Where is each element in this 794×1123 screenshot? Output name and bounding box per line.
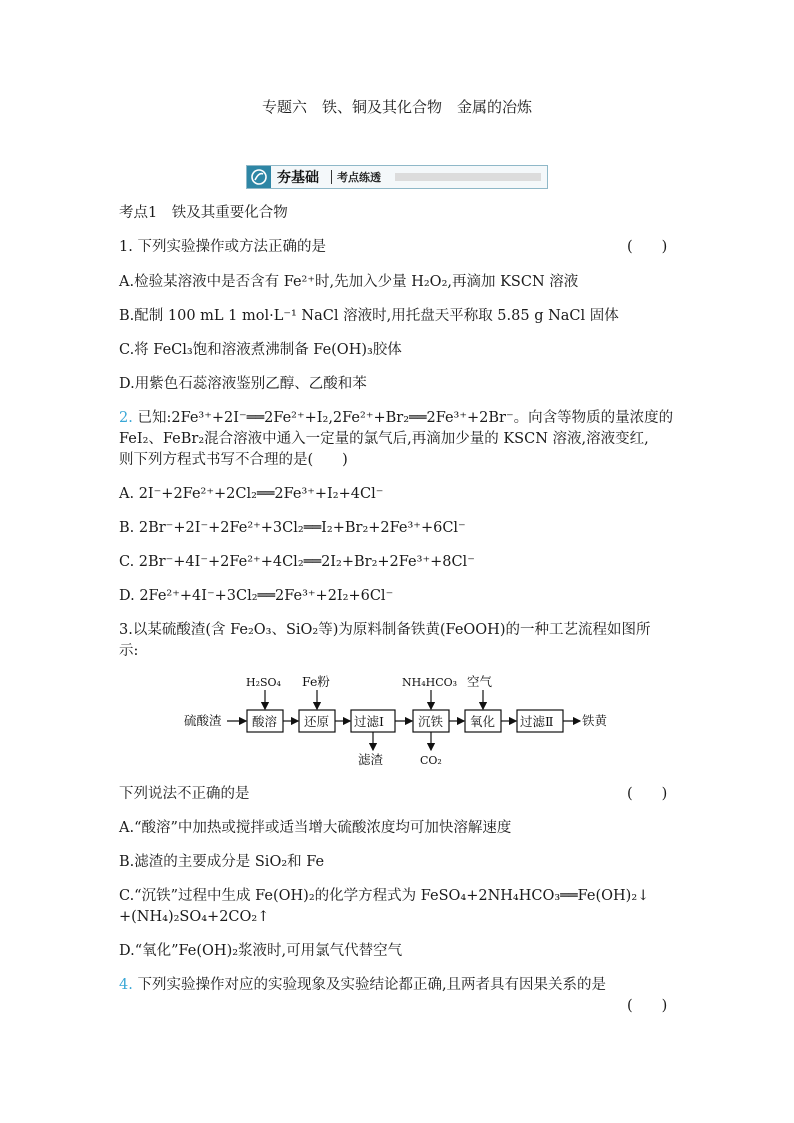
q3-line2: 示:: [119, 643, 139, 659]
banner-sub-label: 考点练透: [337, 171, 381, 184]
section-heading: 考点1 铁及其重要化合物: [119, 205, 288, 221]
flow-input-fe-powder: Fe粉: [302, 674, 330, 689]
flow-input-nh4hco3: NH₄HCO₃: [402, 676, 458, 689]
q2-option-d: D. 2Fe²⁺+4I⁻+3Cl₂══2Fe³⁺+2I₂+6Cl⁻: [119, 588, 394, 604]
q2-number: 2.: [119, 410, 133, 426]
flow-step-1: 酸溶: [252, 714, 278, 729]
flow-output-co2: CO₂: [420, 754, 442, 767]
q2-line3: 则下列方程式书写不合理的是( ): [119, 452, 348, 468]
q1-option-d: D.用紫色石蕊溶液鉴别乙醇、乙酸和苯: [119, 376, 367, 392]
flow-input-air: 空气: [467, 674, 493, 689]
q1-option-c: C.将 FeCl₃饱和溶液煮沸制备 Fe(OH)₃胶体: [119, 342, 402, 358]
leaf-icon: [247, 166, 271, 188]
q3-option-b: B.滤渣的主要成分是 SiO₂和 Fe: [119, 854, 325, 870]
q3-answer-bracket: ( ): [627, 786, 668, 802]
flow-step-6: 过滤Ⅱ: [520, 714, 554, 729]
q3-option-c-line1: C.“沉铁”过程中生成 Fe(OH)₂的化学方程式为 FeSO₄+2NH₄HCO₃══Fe(OH)₂↓: [119, 888, 650, 904]
process-flow-diagram: [180, 672, 620, 772]
q3-stem: 下列说法不正确的是: [119, 786, 250, 802]
flow-end-label: 铁黄: [582, 713, 608, 728]
q2-line1-text: 已知:2Fe³⁺+2I⁻══2Fe²⁺+I₂,2Fe²⁺+Br₂══2Fe³⁺+2Br⁻。向含等物质的量浓度的: [137, 410, 674, 426]
flow-input-h2so4: H₂SO₄: [246, 676, 281, 689]
q1-stem: 1. 下列实验操作或方法正确的是: [119, 239, 326, 255]
flow-start-label: 硫酸渣: [184, 713, 222, 728]
q2-line2: FeI₂、FeBr₂混合溶液中通入一定量的氯气后,再滴加少量的 KSCN 溶液,溶液变红,: [119, 431, 649, 447]
q4-answer-bracket: ( ): [627, 998, 668, 1014]
q3-line1: 3.以某硫酸渣(含 Fe₂O₃、SiO₂等)为原料制备铁黄(FeOOH)的一种工艺流程如图所: [119, 622, 651, 638]
q4-number: 4.: [119, 977, 133, 993]
q1-option-a: A.检验某溶液中是否含有 Fe²⁺时,先加入少量 H₂O₂,再滴加 KSCN 溶液: [119, 274, 579, 290]
q1-option-b: B.配制 100 mL 1 mol·L⁻¹ NaCl 溶液时,用托盘天平称取 5.85 g NaCl 固体: [119, 308, 619, 324]
q4-line1: [119, 975, 606, 995]
page-title: 专题六 铁、铜及其化合物 金属的冶炼: [261, 98, 532, 116]
q2-option-b: B. 2Br⁻+2I⁻+2Fe²⁺+3Cl₂══I₂+Br₂+2Fe³⁺+6Cl⁻: [119, 520, 466, 536]
q2-option-a: A. 2I⁻+2Fe²⁺+2Cl₂══2Fe³⁺+I₂+4Cl⁻: [119, 486, 384, 502]
flow-output-residue: 滤渣: [358, 752, 384, 767]
q1-answer-bracket: ( ): [627, 239, 668, 255]
q3-option-c-line2: +(NH₄)₂SO₄+2CO₂↑: [119, 909, 270, 925]
q3-option-d: D.“氧化”Fe(OH)₂浆液时,可用氯气代替空气: [119, 943, 403, 959]
flow-step-5: 氧化: [470, 714, 496, 729]
q2-line1: [119, 408, 673, 428]
section-banner: [246, 165, 548, 189]
flow-step-4: 沉铁: [418, 714, 444, 729]
q3-option-a: A.“酸溶”中加热或搅拌或适当增大硫酸浓度均可加快溶解速度: [119, 820, 512, 836]
flow-step-3: 过滤Ⅰ: [354, 714, 384, 729]
q4-stem: 下列实验操作对应的实验现象及实验结论都正确,且两者具有因果关系的是: [137, 977, 607, 993]
flow-step-2: 还原: [304, 714, 330, 729]
banner-divider: [331, 170, 332, 184]
q2-option-c: C. 2Br⁻+4I⁻+2Fe²⁺+4Cl₂══2I₂+Br₂+2Fe³⁺+8Cl⁻: [119, 554, 475, 570]
banner-bar: [395, 173, 541, 181]
banner-main-label: 夯基础: [277, 170, 319, 186]
